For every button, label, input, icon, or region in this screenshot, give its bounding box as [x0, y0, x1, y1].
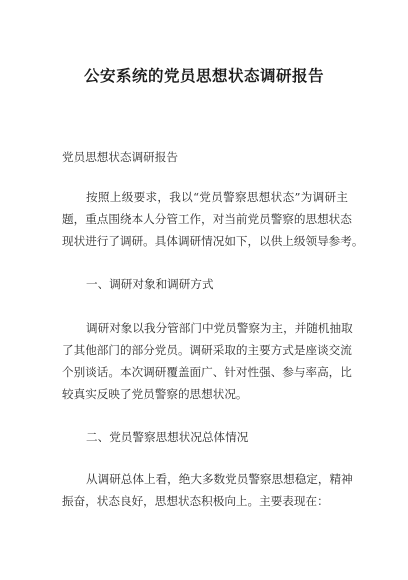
section-2-heading: 二、党员警察思想状况总体情况 — [86, 430, 249, 444]
paragraph-1-line-1: 按照上级要求，我以“党员警察思想状态”为调研主 — [86, 190, 348, 204]
section-1-heading: 一、调研对象和调研方式 — [86, 277, 214, 291]
paragraph-2-line-2: 了其他部门的部分党员。调研采取的主要方式是座谈交流 — [62, 343, 352, 357]
paragraph-3-line-1: 从调研总体上看，绝大多数党员警察思想稳定，精神 — [86, 472, 353, 486]
paragraph-1-line-2: 题，重点围绕本人分管工作，对当前党员警察的思想状态 — [62, 212, 352, 226]
paragraph-1-line-3: 现状进行了调研。具体调研情况如下，以供上级领导参考。 — [62, 234, 364, 248]
paragraph-3-line-2: 振奋，状态良好，思想状态积极向上。主要表现在： — [62, 494, 329, 508]
paragraph-2-line-3: 个别谈话。本次调研覆盖面广、针对性强、参与率高，比 — [62, 365, 352, 379]
paragraph-2-line-4: 较真实反映了党员警察的思想状况。 — [62, 387, 248, 401]
paragraph-2-line-1: 调研对象以我分管部门中党员警察为主，并随机抽取 — [86, 321, 353, 335]
document-title: 公安系统的党员思想状态调研报告 — [83, 66, 324, 85]
document-subtitle: 党员思想状态调研报告 — [62, 150, 178, 164]
